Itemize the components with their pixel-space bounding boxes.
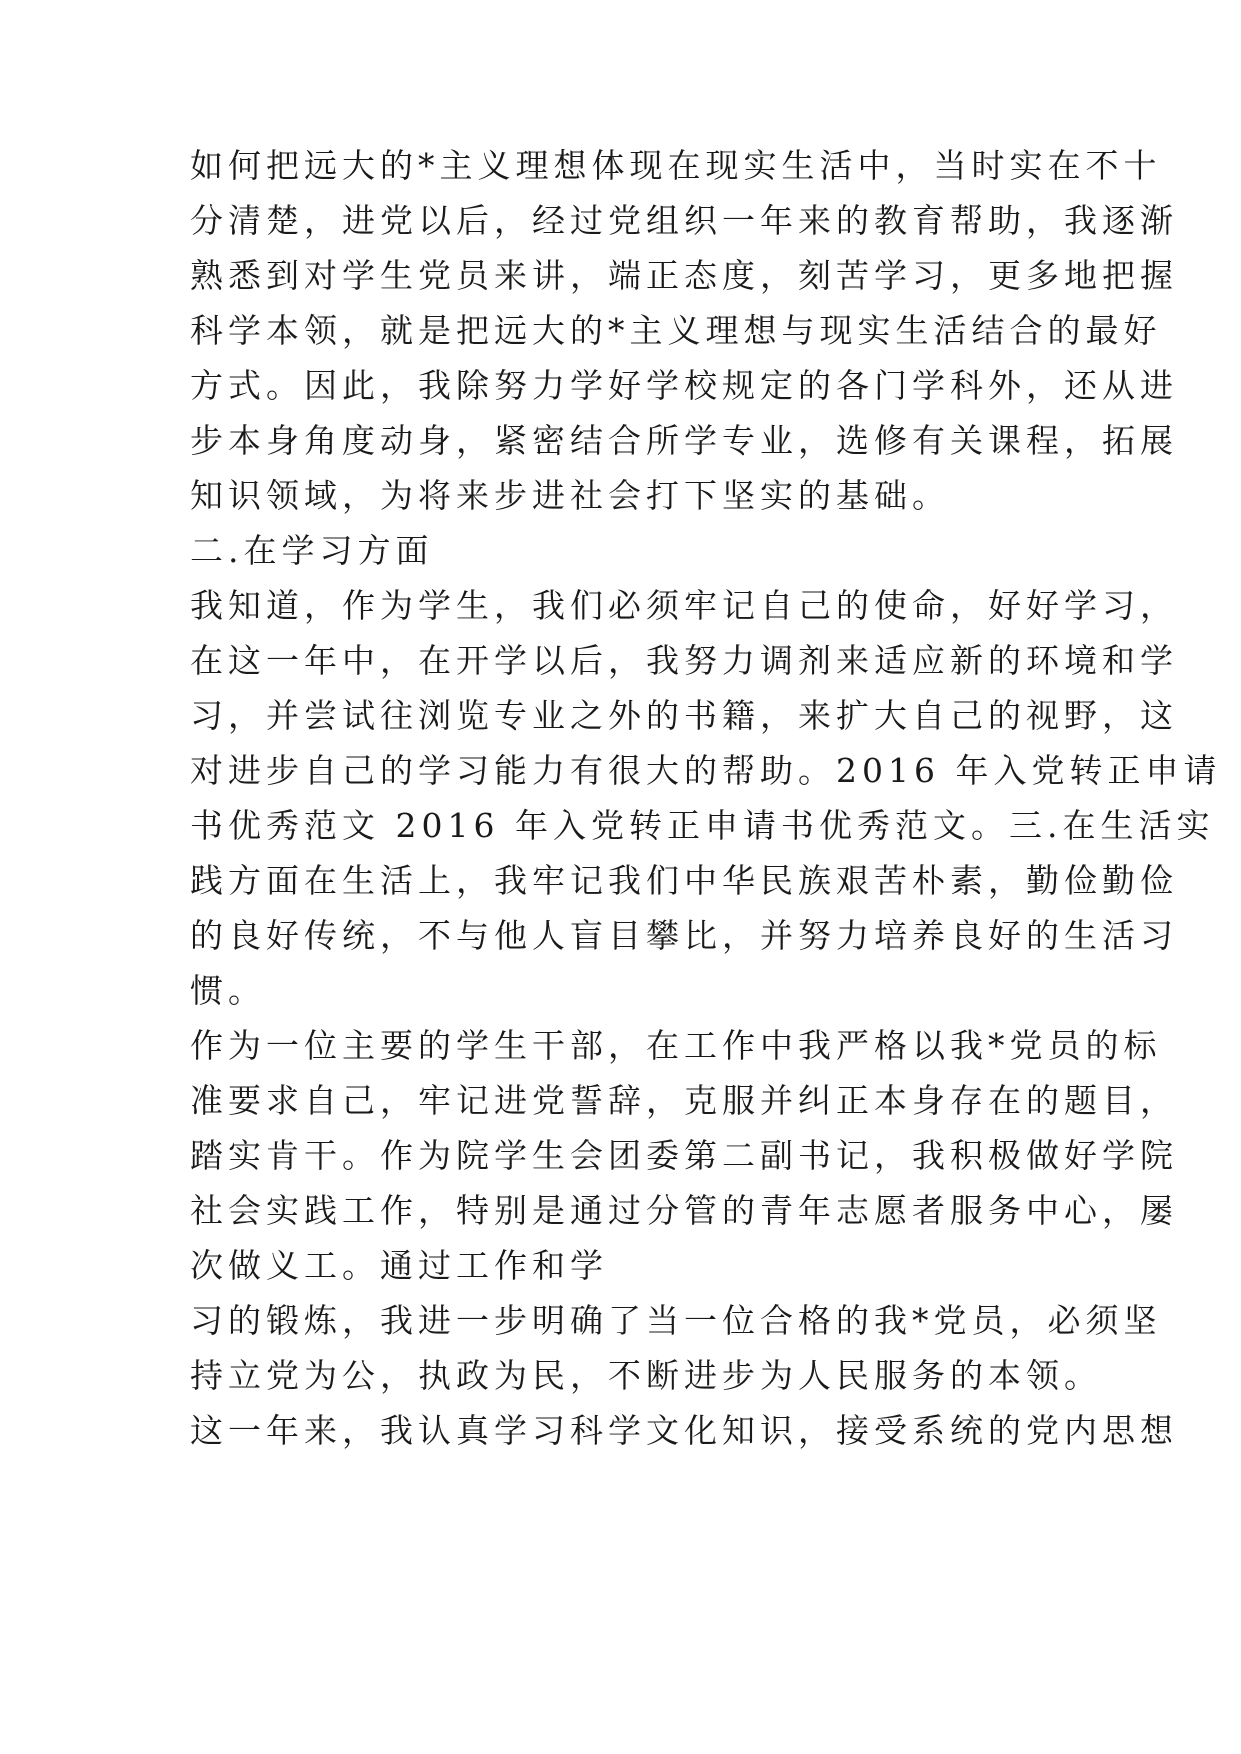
text-line: 分清楚，进党以后，经过党组织一年来的教育帮助，我逐渐: [190, 201, 1178, 240]
text-line: 步本身角度动身，紧密结合所学专业，选修有关课程，拓展: [190, 421, 1178, 460]
text-line: 科学本领，就是把远大的*主义理想与现实生活结合的最好: [190, 311, 1162, 350]
text-line: 作为一位主要的学生干部，在工作中我严格以我*党员的标: [190, 1026, 1162, 1065]
text-line: 我知道，作为学生，我们必须牢记自己的使命，好好学习，: [190, 586, 1178, 625]
text-line: 熟悉到对学生党员来讲，端正态度，刻苦学习，更多地把握: [190, 256, 1178, 295]
text-line: 这一年来，我认真学习科学文化知识，接受系统的党内思想: [190, 1411, 1178, 1450]
text-line: 践方面在生活上，我牢记我们中华民族艰苦朴素，勤俭勤俭: [190, 861, 1178, 900]
text-line: 惯。: [190, 971, 266, 1010]
text-line: 知识领域，为将来步进社会打下坚实的基础。: [190, 476, 950, 515]
text-line: 如何把远大的*主义理想体现在现实生活中，当时实在不十: [190, 146, 1162, 185]
text-line: 社会实践工作，特别是通过分管的青年志愿者服务中心，屡: [190, 1191, 1178, 1230]
text-line: 准要求自己，牢记进党誓辞，克服并纠正本身存在的题目，: [190, 1081, 1178, 1120]
text-line: 次做义工。通过工作和学: [190, 1246, 608, 1285]
text-line: 习的锻炼，我进一步明确了当一位合格的我*党员，必须坚: [190, 1301, 1162, 1340]
text-line: 方式。因此，我除努力学好学校规定的各门学科外，还从进: [190, 366, 1178, 405]
text-line: 持立党为公，执政为民，不断进步为人民服务的本领。: [190, 1356, 1102, 1395]
text-line: 书优秀范文 2016 年入党转正申请书优秀范文。三.在生活实: [190, 806, 1215, 845]
text-line: 在这一年中，在开学以后，我努力调剂来适应新的环境和学: [190, 641, 1178, 680]
text-line: 的良好传统，不与他人盲目攀比，并努力培养良好的生活习: [190, 916, 1178, 955]
section-heading: 二.在学习方面: [190, 531, 434, 570]
text-line: 习，并尝试往浏览专业之外的书籍，来扩大自己的视野，这: [190, 696, 1178, 735]
text-line: 对进步自己的学习能力有很大的帮助。2016 年入党转正申请: [190, 751, 1222, 790]
text-line: 踏实肯干。作为院学生会团委第二副书记，我积极做好学院: [190, 1136, 1178, 1175]
